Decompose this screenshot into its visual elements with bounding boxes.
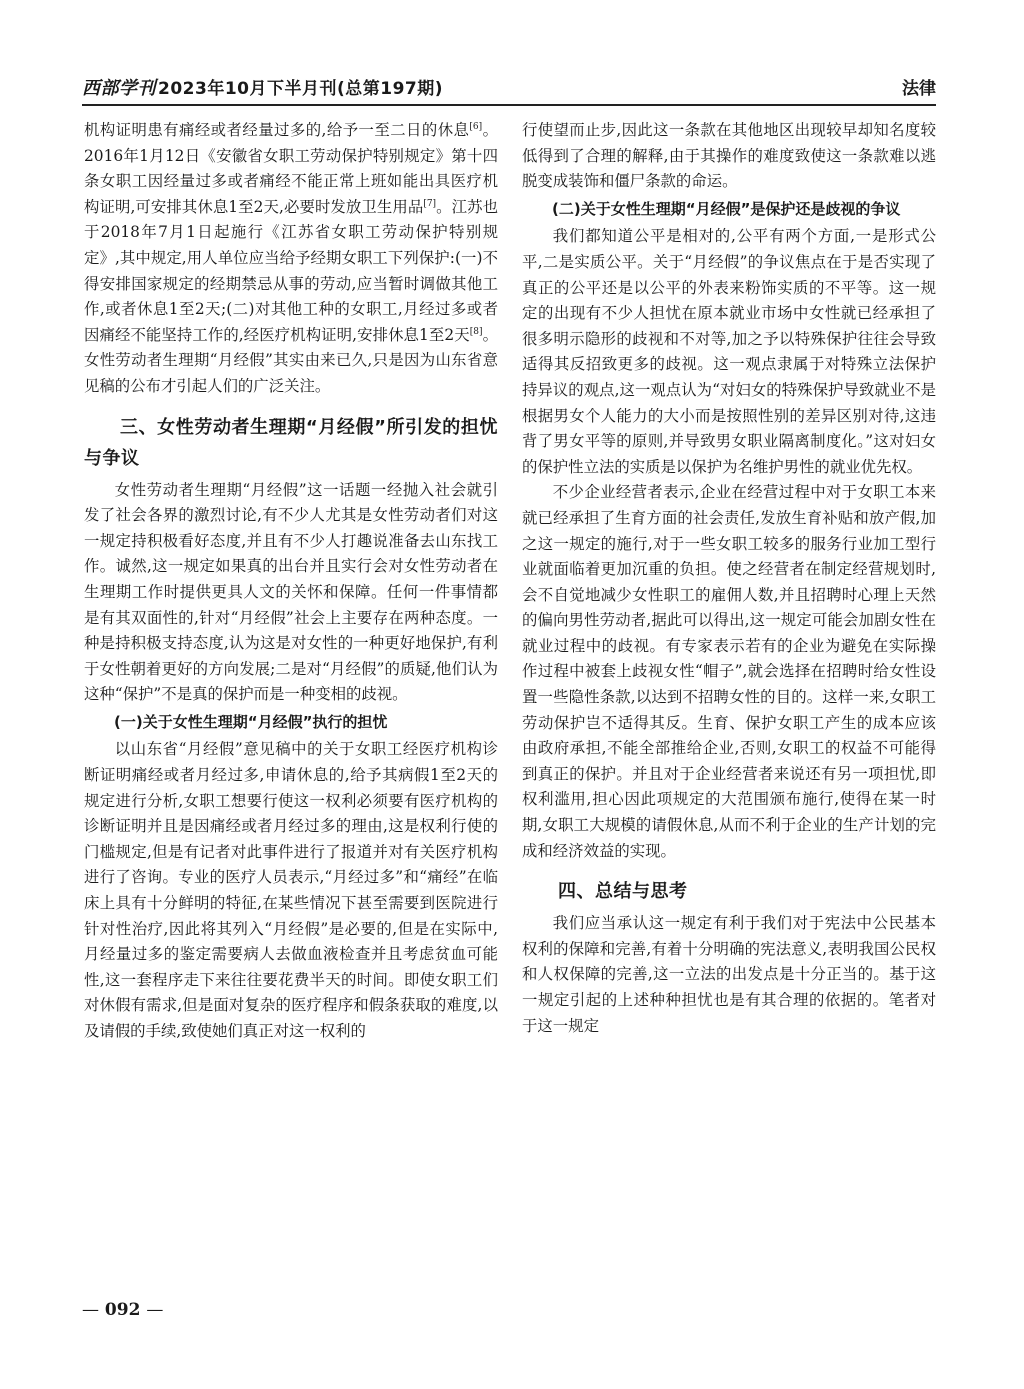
- paragraph: 以山东省“月经假”意见稿中的关于女职工经医疗机构诊断证明痛经或者月经过多,申请休息的,给予其病假1至2天的规定进行分析,女职工想要行使这一权利必须要有医疗机构的诊断证明并且是因痛经或者月经过多的理由,这是权利行使的门槛规定,但是有记者对此事件进行了报道并对有关医疗机构进行了咨询。专业的医疗人员表示,“月经过多”和“痛经”在临床上具有十分鲜明的特征,在某些情况下甚至需要到医院进行针对性治疗,因此将其列入“月经假”是必要的,但是在实际中,月经量过多的鉴定需要病人去做血液检查并且考虑贫血可能性,这一套程序走下来往往要花费半天的时间。即使女职工们对休假有需求,但是面对复杂的医疗程序和假条获取的难度,以及请假的手续,致使她们真正对这一权利的: [84, 740, 498, 1040]
- right-column: [522, 118, 936, 1298]
- folio-dash-right: —: [146, 1300, 164, 1320]
- folio-dash-left: —: [82, 1300, 99, 1320]
- section-heading-4: 四、总结与思考: [558, 881, 688, 903]
- running-header: [82, 70, 936, 106]
- journal-logo: 西部学刊: [82, 78, 156, 99]
- subheading-1: (一)关于女性生理期“月经假”执行的担忧: [114, 712, 388, 731]
- citation-6: [6]: [469, 122, 483, 132]
- left-column: [84, 118, 498, 1298]
- section-heading-3: 三、女性劳动者生理期“月经假”所引发的担忧与争议: [84, 416, 498, 469]
- paragraph: 我们都知道公平是相对的,公平有两个方面,一是形式公平,二是实质公平。关于“月经假”的争议焦点在于是否实现了真正的公平还是以公平的外表来粉饰实质的不平等。这一规定的出现有不少人担忧在原本就业市场中女性就已经承担了很多明示隐形的歧视和不对等,加之予以特殊保护往往会导致适得其反招致更多的歧视。这一观点隶属于对特殊立法保护持异议的观点,这一观点认为“对妇女的特殊保护导致就业不是根据男女个人能力的大小而是按照性别的差异区别对待,这违背了男女平等的原则,并导致男女职业隔离制度化。”这对妇女的保护性立法的实质是以保护为名维护男性的就业优先权。: [522, 227, 936, 476]
- paragraph: [84, 118, 498, 400]
- journal-issue: [82, 74, 443, 100]
- paragraph: 女性劳动者生理期“月经假”这一话题一经抛入社会就引发了社会各界的激烈讨论,有不少人尤其是女性劳动者们对这一规定持积极看好态度,并且有不少人打趣说准备去山东找工作。诚然,这一规定如果真的出台并且实行会对女性劳动者在生理期工作时提供更具人文的关怀和保障。任何一件事情都是有其双面性的,针对“月经假”社会上主要存在两种态度。一种是持积极支持态度,认为这是对女性的一种更好地保护,有利于女性朝着更好的方向发展;二是对“月经假”的质疑,他们认为这种“保护”不是真的保护而是一种变相的歧视。: [84, 480, 498, 704]
- page-number: 092: [104, 1300, 141, 1320]
- text-run: 机构证明患有痛经或者经量过多的,给予一至二日的休息: [84, 121, 470, 139]
- page-footer: [82, 1300, 163, 1320]
- text-run: 。女性劳动者生理期“月经假”其实由来已久,只是因为山东省意见稿的公布才引起人们的广泛关注。: [84, 325, 498, 395]
- citation-7: [7]: [423, 198, 437, 209]
- text-run: 。江苏也于2018年7月1日起施行《江苏省女职工劳动保护特别规定》,其中规定,用人单位应当给予经期女职工下列保护:(一)不得安排国家规定的经期禁忌从事的劳动,应当暂时调做其他工作,或者休息1至2天;(二)对其他工种的女职工,月经过多或者因痛经不能坚持工作的,经医疗机构证明,安排休息1至2天: [84, 197, 498, 344]
- text-run: 。2016年1月12日《安徽省女职工劳动保护特别规定》第十四条女职工因经量过多或者痛经不能正常上班如能出具医疗机构证明,可安排其休息1至2天,必要时发放卫生用品: [84, 121, 498, 216]
- paragraph: 不少企业经营者表示,企业在经营过程中对于女职工本来就已经承担了生育方面的社会责任,发放生育补贴和放产假,加之这一规定的施行,对于一些女职工较多的服务行业加工型行业就面临着更加沉重的负担。使之经营者在制定经营规划时,会不自觉地减少女性职工的雇佣人数,并且招聘时心理上天然的偏向男性劳动者,据此可以得出,这一规定可能会加剧女性在就业过程中的歧视。有专家表示若有的企业为避免在实际操作过程中被套上歧视女性“帽子”,就会选择在招聘时给女性设置一些隐性条款,以达到不招聘女性的目的。这样一来,女职工劳动保护岂不适得其反。生育、保护女职工产生的成本应该由政府承担,不能全部推给企业,否则,女职工的权益不可能得到真正的保护。并且对于企业经营者来说还有另一项担忧,即权利滥用,担心因此项规定的大范围颁布施行,使得在某一时期,女职工大规模的请假休息,从而不利于企业的生产计划的完成和经济效益的实现。: [522, 483, 936, 860]
- section-label: 法律: [902, 79, 936, 99]
- paragraph: 行使望而止步,因此这一条款在其他地区出现较早却知名度较低得到了合理的解释,由于其操作的难度致使这一条款难以逃脱变成装饰和僵尸条款的命运。: [522, 121, 936, 191]
- citation-8: [8]: [469, 326, 483, 337]
- paragraph: 我们应当承认这一规定有利于我们对于宪法中公民基本权利的保障和完善,有着十分明确的宪法意义,表明我国公民权和人权保障的完善,这一立法的出发点是十分正当的。基于这一规定引起的上述种种担忧也是有其合理的依据的。笔者对于这一规定: [522, 914, 936, 1035]
- issue-info: 2023年10月下半月刊(总第197期): [158, 79, 443, 99]
- subheading-2: (二)关于女性生理期“月经假”是保护还是歧视的争议: [552, 199, 901, 218]
